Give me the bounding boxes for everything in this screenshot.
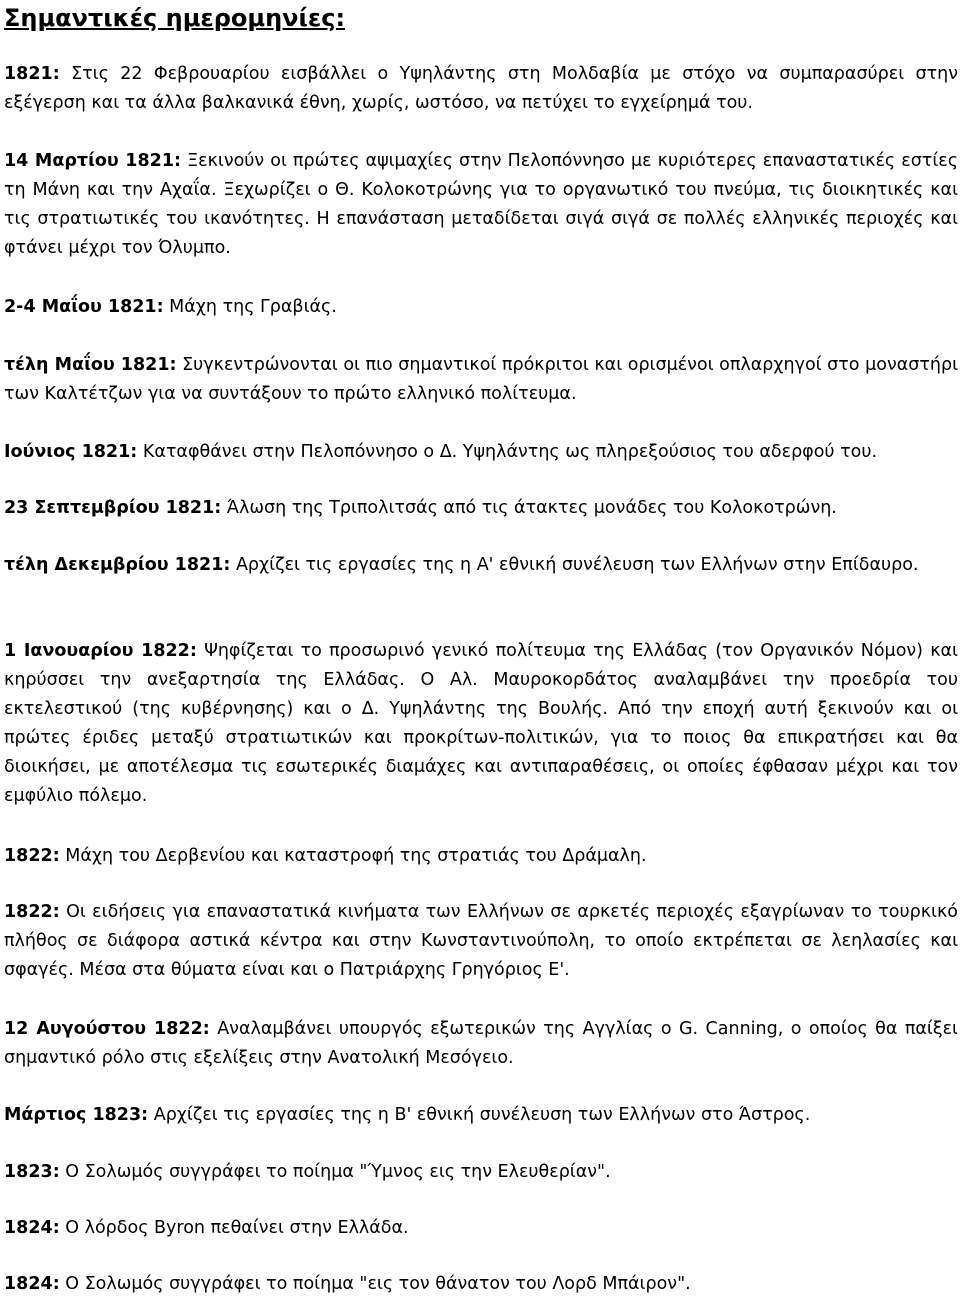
entry-text: Ο Σολωμός συγγράφει το ποίημα "εις τον θάνατον του Λορδ Μπάιρον". xyxy=(59,1274,691,1294)
entry-text: Αναλαμβάνει υπουργός εξωτερικών της Αγγλίας ο G. Canning, ο οποίος θα παίξει σημαντικό ρόλο στις εξελίξεις στην Ανατολική Μεσόγειο. xyxy=(4,1019,958,1068)
entry-text: Συγκεντρώνονται οι πιο σημαντικοί πρόκριτοι και ορισμένοι οπλαρχηγοί στο μοναστήρι των Καλτέτζων για να συντάξουν το πρώτο ελληνικό πολίτευμα. xyxy=(4,355,959,404)
timeline-entry xyxy=(4,1015,958,1073)
entry-date: Ιούνιος 1821: xyxy=(4,442,138,462)
timeline-entry xyxy=(4,637,958,811)
timeline-entry xyxy=(4,551,958,580)
entry-date: 1824: xyxy=(4,1274,60,1294)
entry-text: Στις 22 Φεβρουαρίου εισβάλλει ο Υψηλάντης στη Μολδαβία με στόχο να συμπαρασύρει στην εξέγερση και τα άλλα βαλκανικά έθνη, χωρίς, ωστόσο, να πετύχει το εγχείρημά του. xyxy=(4,64,958,113)
entry-date: 14 Μαρτίου 1821: xyxy=(4,151,182,171)
entry-text: Μάχη της Γραβιάς. xyxy=(163,297,337,317)
entry-text: Ξεκινούν οι πρώτες αψιμαχίες στην Πελοπόννησο με κυριότερες επαναστατικές εστίες τη Μάνη και την Αχαΐα. Ξεχωρίζει ο Θ. Κολοκοτρώνης για το οργανωτικό του πνεύμα, τις διοικητικές και τις στρατιωτικές του ικανότητες. Η επανάσταση μεταδίδεται σιγά σιγά σε πολλές ελληνικές περιοχές και φτάνει μέχρι τον Όλυμπο. xyxy=(4,151,958,258)
entry-date: τέλη Μαΐου 1821: xyxy=(4,355,177,375)
timeline-entry xyxy=(4,1270,958,1299)
entry-text: Ψηφίζεται το προσωρινό γενικό πολίτευμα της Ελλάδας (τον Οργανικόν Νόμον) και κηρύσσει την ανεξαρτησία της Ελλάδας. Ο Αλ. Μαυροκορδάτος αναλαμβάνει την προεδρία του εκτελεστικού (της κυβέρνησης) και ο Δ. Υψηλάντης της Βουλής. Από την εποχή αυτή ξεκινούν και οι πρώτες έριδες μεταξύ στρατιωτικών και προκρίτων-πολιτικών, για το ποιος θα επικρατήσει και θα διοικήσει, με αποτέλεσμα τις εσωτερικές διαμάχες και αντιπαραθέσεις, οι οποίες έφθασαν μέχρι και τον εμφύλιο πόλεμο. xyxy=(4,641,958,806)
timeline-entry xyxy=(4,351,958,409)
entry-date: 1823: xyxy=(4,1162,60,1182)
entry-text: Μάχη του Δερβενίου και καταστροφή της στρατιάς του Δράμαλη. xyxy=(59,846,647,866)
timeline-entry xyxy=(4,60,958,118)
timeline-entry xyxy=(4,1101,958,1130)
entry-text: Αρχίζει τις εργασίες της η Α' εθνική συνέλευση των Ελλήνων στην Επίδαυρο. xyxy=(230,555,919,575)
timeline-entry xyxy=(4,898,958,985)
entry-date: 1 Ιανουαρίου 1822: xyxy=(4,641,197,661)
entry-text: Ο Σολωμός συγγράφει το ποίημα "Ύμνος εις την Ελευθερίαν". xyxy=(59,1162,611,1182)
timeline-entry xyxy=(4,293,958,322)
entry-text: Οι ειδήσεις για επαναστατικά κινήματα των Ελλήνων σε αρκετές περιοχές εξαγρίωναν το τουρκικό πλήθος σε διάφορα αστικά κέντρα και στην Κωνσταντινούπολη, το οποίο εκτρέπεται σε λεηλασίες και σφαγές. Μέσα στα θύματα είναι και ο Πατριάρχης Γρηγόριος Ε'. xyxy=(4,902,958,980)
timeline-entry xyxy=(4,494,958,523)
entry-date: 1822: xyxy=(4,846,60,866)
entry-date: τέλη Δεκεμβρίου 1821: xyxy=(4,555,231,575)
entry-date: 1822: xyxy=(4,902,60,922)
timeline-entry xyxy=(4,842,958,871)
entry-date: 12 Αυγούστου 1822: xyxy=(4,1019,210,1039)
timeline-entry xyxy=(4,1158,958,1187)
entry-date: 2-4 Μαΐου 1821: xyxy=(4,297,164,317)
timeline-entry xyxy=(4,438,958,467)
timeline-entry xyxy=(4,1214,958,1243)
entry-text: Αρχίζει τις εργασίες της η Β' εθνική συνέλευση των Ελλήνων στο Άστρος. xyxy=(148,1105,811,1125)
entry-date: Μάρτιος 1823: xyxy=(4,1105,149,1125)
entry-text: Άλωση της Τριπολιτσάς από τις άτακτες μονάδες του Κολοκοτρώνη. xyxy=(221,498,837,518)
timeline-entry xyxy=(4,147,958,263)
entry-text: Ο λόρδος Byron πεθαίνει στην Ελλάδα. xyxy=(59,1218,409,1238)
entry-date: 1824: xyxy=(4,1218,60,1238)
entry-text: Καταφθάνει στην Πελοπόννησο ο Δ. Υψηλάντης ως πληρεξούσιος του αδερφού του. xyxy=(137,442,878,462)
entry-date: 23 Σεπτεμβρίου 1821: xyxy=(4,498,222,518)
page-title: Σημαντικές ημερομηνίες: xyxy=(4,4,346,32)
entry-date: 1821: xyxy=(4,64,60,84)
